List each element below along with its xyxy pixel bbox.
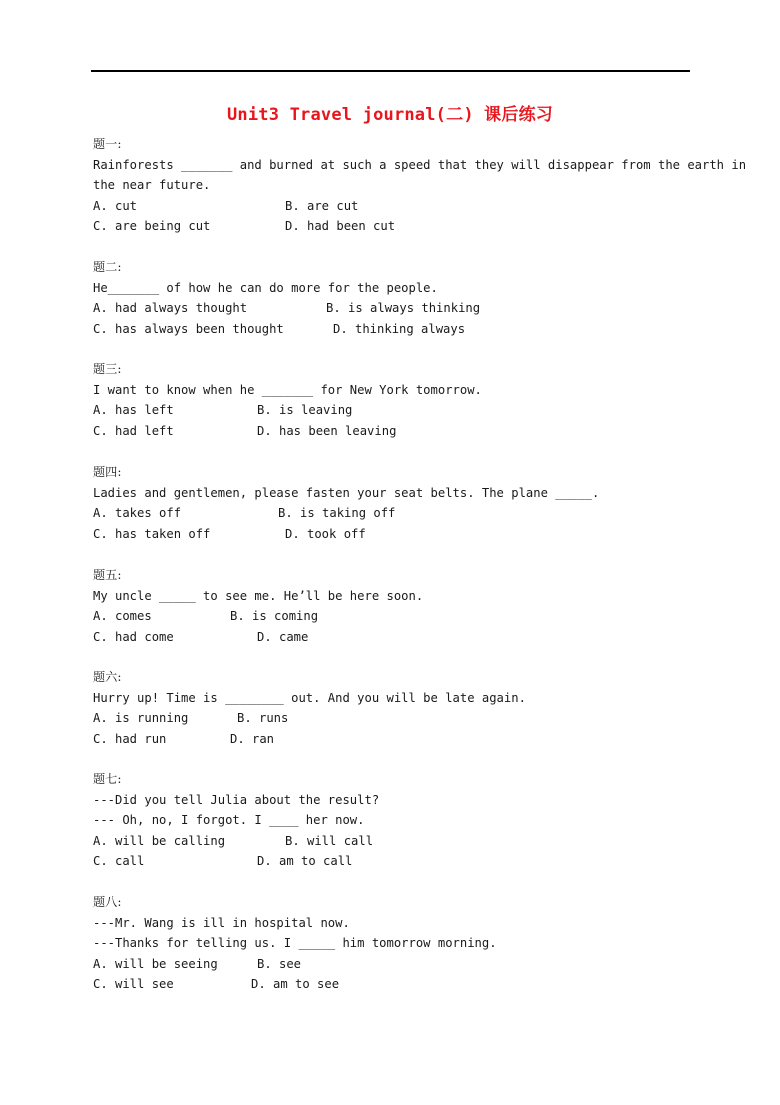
option-row bbox=[93, 606, 693, 627]
option-d: D. thinking always bbox=[333, 321, 466, 336]
option-c: C. had come bbox=[93, 629, 174, 644]
option-d: D. has been leaving bbox=[257, 423, 397, 438]
question-6 bbox=[93, 667, 693, 749]
option-row bbox=[93, 421, 693, 442]
option-c: C. has taken off bbox=[93, 526, 211, 541]
option-c: C. has always been thought bbox=[93, 321, 284, 336]
option-row bbox=[93, 729, 693, 750]
question-7 bbox=[93, 769, 693, 872]
option-c: C. had run bbox=[93, 731, 167, 746]
option-row bbox=[93, 400, 693, 421]
option-d: D. ran bbox=[230, 731, 275, 746]
option-row bbox=[93, 216, 693, 237]
page-title: Unit3 Travel journal(二) 课后练习 bbox=[226, 105, 553, 125]
question-heading: 题七: bbox=[93, 772, 122, 786]
option-row bbox=[93, 503, 693, 524]
option-b: B. is coming bbox=[230, 609, 319, 623]
question-stem: ---Did you tell Julia about the result? bbox=[93, 792, 380, 807]
question-stem: I want to know when he _______ for New York tomorrow. bbox=[93, 382, 482, 397]
option-c: C. are being cut bbox=[93, 219, 211, 233]
option-a: A. cut bbox=[93, 198, 138, 213]
question-stem: Ladies and gentlemen, please fasten your seat belts. The plane _____. bbox=[93, 485, 600, 500]
option-d: D. took off bbox=[285, 526, 366, 541]
option-row bbox=[93, 319, 693, 340]
option-b: B. will call bbox=[285, 833, 374, 848]
question-heading: 题四: bbox=[93, 465, 122, 479]
option-c: C. call bbox=[93, 854, 145, 868]
option-row bbox=[93, 974, 693, 995]
question-2 bbox=[93, 257, 693, 339]
option-row bbox=[93, 627, 693, 648]
option-b: B. are cut bbox=[285, 198, 359, 213]
question-heading: 题三: bbox=[93, 362, 122, 376]
question-heading: 题一: bbox=[93, 137, 122, 151]
question-5 bbox=[93, 565, 693, 647]
question-8 bbox=[93, 892, 693, 995]
option-row bbox=[93, 831, 693, 852]
option-row bbox=[93, 196, 693, 217]
option-b: B. is leaving bbox=[257, 403, 353, 417]
option-a: A. takes off bbox=[93, 506, 182, 520]
option-d: D. came bbox=[257, 629, 309, 644]
question-stem: Rainforests _______ and burned at such a speed that they will disappear from the earth in bbox=[93, 157, 747, 172]
question-heading: 题五: bbox=[93, 568, 122, 582]
option-b: B. is always thinking bbox=[326, 301, 481, 315]
question-stem: My uncle _____ to see me. He’ll be here soon. bbox=[93, 588, 424, 603]
option-d: D. had been cut bbox=[285, 219, 396, 233]
option-a: A. had always thought bbox=[93, 301, 248, 315]
option-a: A. will be calling bbox=[93, 833, 226, 848]
question-stem: He_______ of how he can do more for the people. bbox=[93, 280, 438, 295]
option-c: C. had left bbox=[93, 423, 174, 438]
option-a: A. has left bbox=[93, 403, 174, 417]
option-a: A. comes bbox=[93, 609, 152, 623]
question-heading: 题六: bbox=[93, 670, 122, 684]
option-row bbox=[93, 708, 693, 729]
option-a: A. will be seeing bbox=[93, 956, 218, 971]
question-1 bbox=[93, 134, 747, 237]
question-stem: --- Oh, no, I forgot. I ____ her now. bbox=[93, 813, 365, 827]
question-heading: 题二: bbox=[93, 260, 122, 274]
option-row bbox=[93, 524, 693, 545]
top-rule bbox=[91, 70, 690, 72]
question-stem: the near future. bbox=[93, 178, 211, 192]
question-3 bbox=[93, 359, 693, 441]
question-stem: ---Thanks for telling us. I _____ him tomorrow morning. bbox=[93, 936, 497, 950]
option-d: D. am to see bbox=[251, 977, 340, 991]
question-stem: Hurry up! Time is ________ out. And you will be late again. bbox=[93, 690, 526, 705]
option-d: D. am to call bbox=[257, 854, 353, 868]
question-stem: ---Mr. Wang is ill in hospital now. bbox=[93, 915, 350, 930]
option-row bbox=[93, 298, 693, 319]
question-heading: 题八: bbox=[93, 895, 122, 909]
option-a: A. is running bbox=[93, 711, 189, 725]
option-b: B. is taking off bbox=[278, 506, 396, 520]
option-row bbox=[93, 851, 693, 872]
option-b: B. runs bbox=[237, 711, 289, 725]
option-b: B. see bbox=[257, 956, 302, 971]
question-4 bbox=[93, 462, 693, 544]
option-row bbox=[93, 954, 693, 975]
option-c: C. will see bbox=[93, 977, 174, 991]
